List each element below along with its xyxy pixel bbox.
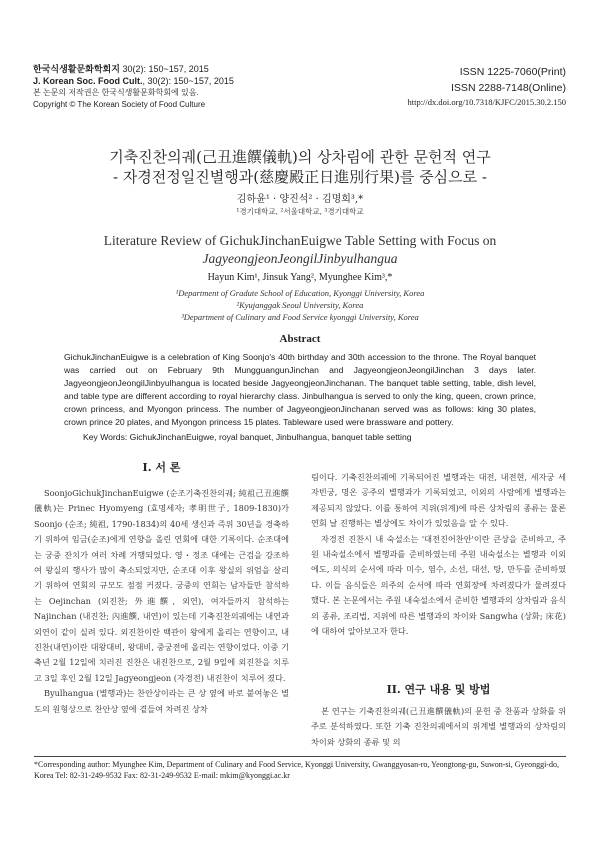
- footnote-divider: [34, 756, 566, 757]
- paragraph: 자경전 진찬시 내 숙설소는 '대전진어찬안'이란 큰상을 준비하고, 주원 내숙설소에서 별행과를 준비하였는데 주원 내숙설소는 별행과 이외에도, 의식의 순서에 따라 미수, 염수, 소선, 대선, 탕, 만두를 준비하였다. 이들 음식들은 의주의 순서에 따라 연회장에 차려졌다가 물려졌다 했다. 본 논문에서는 주원 내숙설소에서 준비한 별행과의 상차림과 음식의 종류, 조리법, 지위에 따른 별행과의 차이와 Sangwha (상화; 床花)에 대하여 알아보고자 한다.: [311, 533, 566, 637]
- journal-name-ko: 한국식생활문화학회지: [33, 64, 120, 74]
- affiliations-ko: ¹경기대학교, ²서울대학교, ³경기대학교: [236, 207, 364, 216]
- paragraph: SoonjoGichukJinchanEuigwe (순조기축진찬의궤; 純祖己丑進饌儀軌)는 Prinec Hyomyeng (효명세자; 孝明世子, 1809-1830)가 Soonjo (순조; 純祖, 1790-1834)의 40세 생신과 즉위 30년을 경축하기 위하여 임금(순조)에게 연향을 올린 연회에 대한 기록이다. 순조대에는 궁중 잔치가 여러 차례 거행되었다. 영・정조 대에는 근검을 강조하여 왕실의 행사가 많이 축소되었지만, 순조대 이후 왕실의 위엄을 살리기 위하여 연회의 규모도 점점 커졌다. 궁중의 연회는 남자들만 참석하는 Oejinchan (외진찬; 外進饌, 외연), 여자들까지 참석하는 Najinchan (내진찬; 內進饌, 내연)이 있는데 기축진찬의궤에는 내연과 외연이 같이 실려 있다. 외진찬이란 백관이 왕에게 올리는 연향이고, 내진찬(내연)이란 대왕대비, 왕대비, 중궁전에 올리는 연향이었다. 이중 기축년 2월 12일에 치러진 진찬은 내진찬으로, 2월 9일에 외진찬을 치루고 3일 후인 2월 12일 Jagyeongjeon (자경전) 내진찬이 치루어 졌다.: [34, 488, 289, 683]
- authors-en: Hayun Kim¹, Jinsuk Yang², Myunghee Kim³,*: [207, 272, 393, 283]
- doi-link[interactable]: http://dx.doi.org/10.7318/KJFC/2015.30.2.150: [407, 97, 566, 107]
- journal-name-en: J. Korean Soc. Food Cult.: [33, 75, 143, 86]
- affiliation-2: ²Kyujanggak Seoul University, Korea: [236, 300, 364, 310]
- affiliation-3: ³Department of Culinary and Food Service kyonggi University, Korea: [181, 312, 419, 322]
- title-en-line1: Literature Review of GichukJinchanEuigwe Table Setting with Focus on: [103, 233, 497, 248]
- section-2-title: II. 연구 내용 및 방법: [386, 683, 491, 696]
- right-column: [311, 470, 566, 639]
- copyright-en: Copyright © The Korean Society of Food Culture: [33, 99, 206, 109]
- issn-online: ISSN 2288-7148(Online): [451, 82, 566, 94]
- journal-volume-en: 30(2): 150~157, 2015: [147, 75, 234, 86]
- corresponding-author-note: *Corresponding author: Myunghee Kim, Department of Culinary and Food Service, Kyonggi University, Gwanggyosan-ro, Yeongtong-gu, Suwon-si, Gyeonggi-do, Korea Tel: 82-31-249-9532 Fax: 82-31-249-9532 E-mail: mkim@kyonggi.ac.kr: [34, 760, 559, 780]
- authors-ko: 김하윤¹ · 양진석² · 김명희³,*: [236, 194, 364, 205]
- affiliation-1: ¹Department of Gradute School of Education, Kyonggi University, Korea: [175, 288, 425, 298]
- issn-print: ISSN 1225-7060(Print): [459, 66, 566, 78]
- left-column: [34, 486, 289, 717]
- paragraph: 림이다. 기축진찬의궤에 기록되어진 별행과는 대전, 내전현, 세자궁 세자빈궁, 명온 공주의 별행과가 기록되었고, 이외의 사람에게 별행과는 제공되지 않았다. 이를 통하여 지위(위계)에 따른 상차림의 종류는 물론 연회 날 진행하는 별상에도 차이가 있었음을 알 수 있다.: [311, 472, 566, 529]
- title-ko-line2: - 자경전정일진별행과(慈慶殿正日進別行果)를 중심으로 -: [112, 168, 487, 186]
- keywords: Key Words: GichukJinchanEuigwe, royal banquet, Jinbulhangua, banquet table setting: [83, 432, 412, 442]
- title-ko-line1: 기축진찬의궤(己丑進饌儀軌)의 상차림에 관한 문헌적 연구: [109, 148, 491, 166]
- right-column-section2: [311, 704, 566, 750]
- issn-block: [407, 64, 566, 108]
- affiliations-en: [0, 287, 600, 323]
- paragraph: Byulhangua (별행과)는 찬안상이라는 큰 상 옆에 바로 붙여놓은 별도의 원형상으로 찬안상 옆에 곁들여 차려진 상차: [34, 688, 289, 714]
- title-en-line2: JagyeongjeonJeongilJinbyulhangua: [202, 251, 398, 266]
- section-1-title: I. 서 론: [142, 461, 181, 474]
- journal-volume-ko: 30(2): 150~157, 2015: [122, 64, 209, 74]
- abstract-text: GichukJinchanEuigwe is a celebration of King Soonjo's 40th birthday and 30th accession to the throne. The Royal banquet was carried out on February 9th MungguangunJinchan and JagyeongjeonJeongilJinchan 3 days later. JagyeongjeonJeongilJinbyulhangua is located beside JagyeongjeonJinchanan. The banquet table setting, table, dish level, and table type are different according to royal hierarchy class. Jinbulhangua is served to only the king, queen, crown prince, crown princess, and Myongon princess. The number of JagyeongjeonJinchanan served was as follows: king 30 plates, crown prince 20 plates, and Myongon princess 15 plates. Tableware used were brassware and pottery.: [64, 352, 536, 427]
- abstract-heading: Abstract: [279, 333, 321, 345]
- journal-header: 한국식생활문화학회지 30(2): 150~157, 2015 J. Korean Soc. Food Cult., 30(2): 150~157, 2015 본 논문의 저작권은 한국식생활문화학회에 있음. Copyright © The Korean Society of Food Culture: [33, 64, 234, 109]
- paragraph: 본 연구는 기축진찬의궤(己丑進饌儀軌)의 문헌 중 찬품과 상화를 위주로 분석하였다. 또한 기축 진찬의궤에서의 위계별 별행과의 상차림의 차이와 상화의 종류 및 의: [311, 706, 566, 747]
- copyright-ko: 본 논문의 저작권은 한국식생활문화학회에 있음.: [33, 88, 199, 97]
